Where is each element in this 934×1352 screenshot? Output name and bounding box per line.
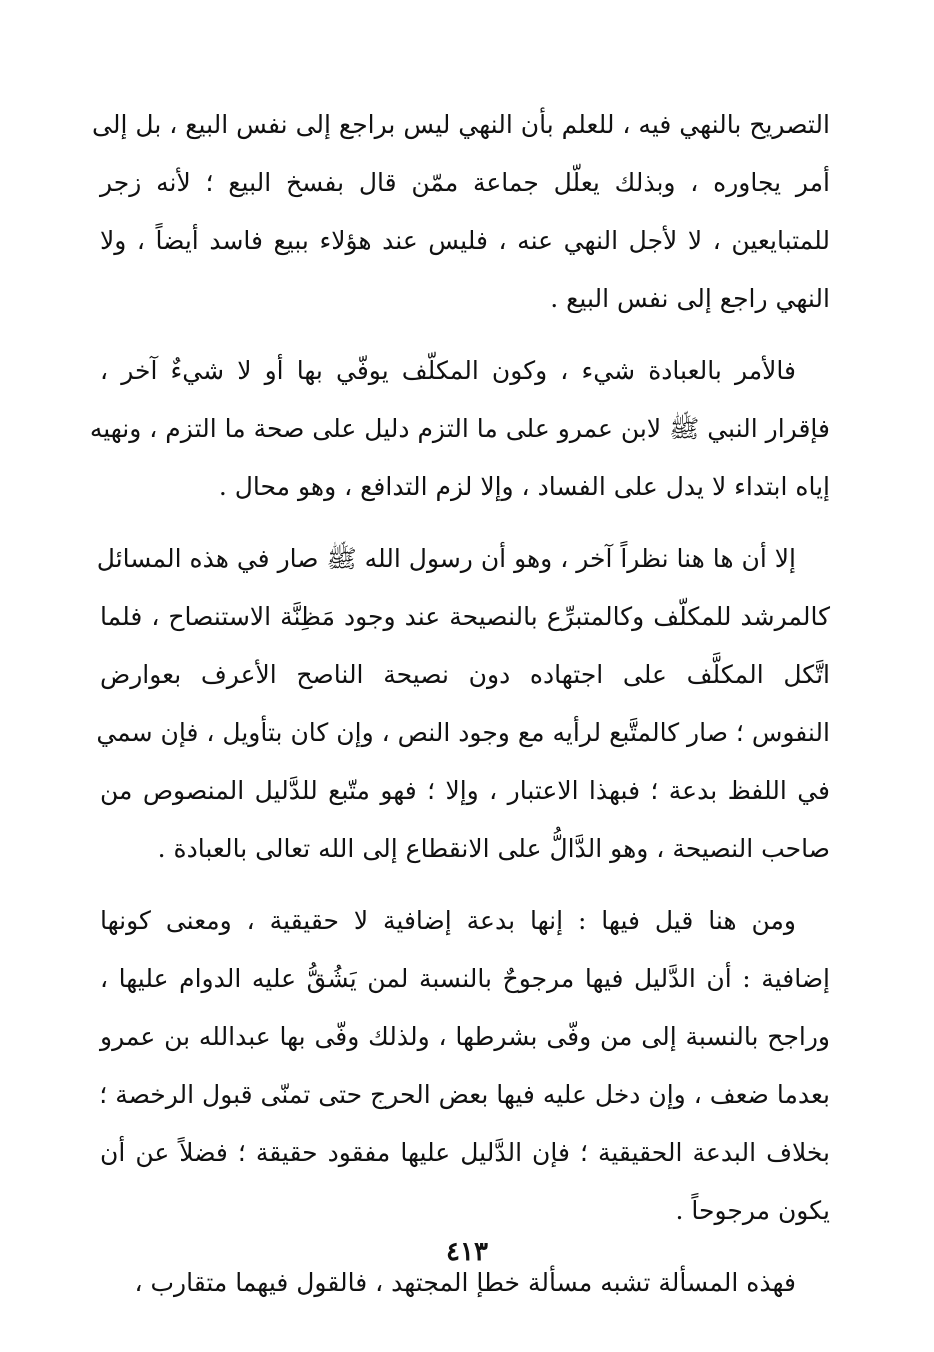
text-line: فالأمر بالعبادة شيء ، وكون المكلّف يوفّي بها أو لا شيءٌ آخر ، <box>100 356 796 385</box>
text-line: في اللفظ بدعة ؛ فبهذا الاعتبار ، وإلا ؛ فهو متّبع للدَّليل المنصوص من <box>100 776 830 805</box>
text-line: وراجح بالنسبة إلى من وفّى بشرطها ، ولذلك وفّى بها عبدالله بن عمرو <box>100 1022 830 1051</box>
text-line: اتَّكل المكلَّف على اجتهاده دون نصيحة الناصح الأعرف بعوارض <box>100 660 830 689</box>
text-line: أمر يجاوره ، وبذلك يعلّل جماعة ممّن قال بفسخ البيع ؛ لأنه زجر <box>100 168 830 197</box>
text-line: النهي راجع إلى نفس البيع . <box>550 284 830 313</box>
page-number: ٤١٣ <box>446 1237 488 1267</box>
text-line: إضافية : أن الدَّليل فيها مرجوحٌ بالنسبة لمن يَشُقُّ عليه الدوام عليها ، <box>100 964 830 993</box>
text-line: إلا أن ها هنا نظراً آخر ، وهو أن رسول الله ﷺ صار في هذه المسائل <box>96 544 796 573</box>
text-line: النفوس ؛ صار كالمتَّبع لرأيه مع وجود النص ، وإن كان بتأويل ، فإن سمي <box>96 718 830 747</box>
text-line: للمتبايعين ، لا لأجل النهي عنه ، فليس عند هؤلاء ببيع فاسد أيضاً ، ولا <box>100 226 830 255</box>
text-line: ومن هنا قيل فيها : إنها بدعة إضافية لا حقيقية ، ومعنى كونها <box>100 906 796 935</box>
text-line: كالمرشد للمكلّف وكالمتبرِّع بالنصيحة عند وجود مَظِنَّة الاستنصاح ، فلما <box>100 602 830 631</box>
paragraph <box>92 96 830 328</box>
text-line: التصريح بالنهي فيه ، للعلم بأن النهي ليس براجع إلى نفس البيع ، بل إلى <box>92 110 830 139</box>
text-line: بعدما ضعف ، وإن دخل عليه فيها بعض الحرج حتى تمنّى قبول الرخصة ؛ <box>99 1080 830 1109</box>
text-line: يكون مرجوحاً . <box>675 1196 830 1225</box>
text-line: فهذه المسألة تشبه مسألة خطإ المجتهد ، فالقول فيهما متقارب ، <box>134 1268 796 1297</box>
text-line: إياه ابتداء لا يدل على الفساد ، وإلا لزم التدافع ، وهو محال . <box>218 472 830 501</box>
text-line: فإقرار النبي ﷺ لابن عمرو على ما التزم دليل على صحة ما التزم ، ونهيه <box>89 414 830 443</box>
body-text <box>89 96 830 1326</box>
text-line: بخلاف البدعة الحقيقية ؛ فإن الدَّليل عليها مفقود حقيقة ؛ فضلاً عن أن <box>100 1138 830 1167</box>
paragraph <box>96 530 830 878</box>
text-line: صاحب النصيحة ، وهو الدَّالُّ على الانقطاع إلى الله تعالى بالعبادة . <box>157 834 830 863</box>
paragraph <box>89 342 830 516</box>
paragraph <box>100 892 830 1240</box>
